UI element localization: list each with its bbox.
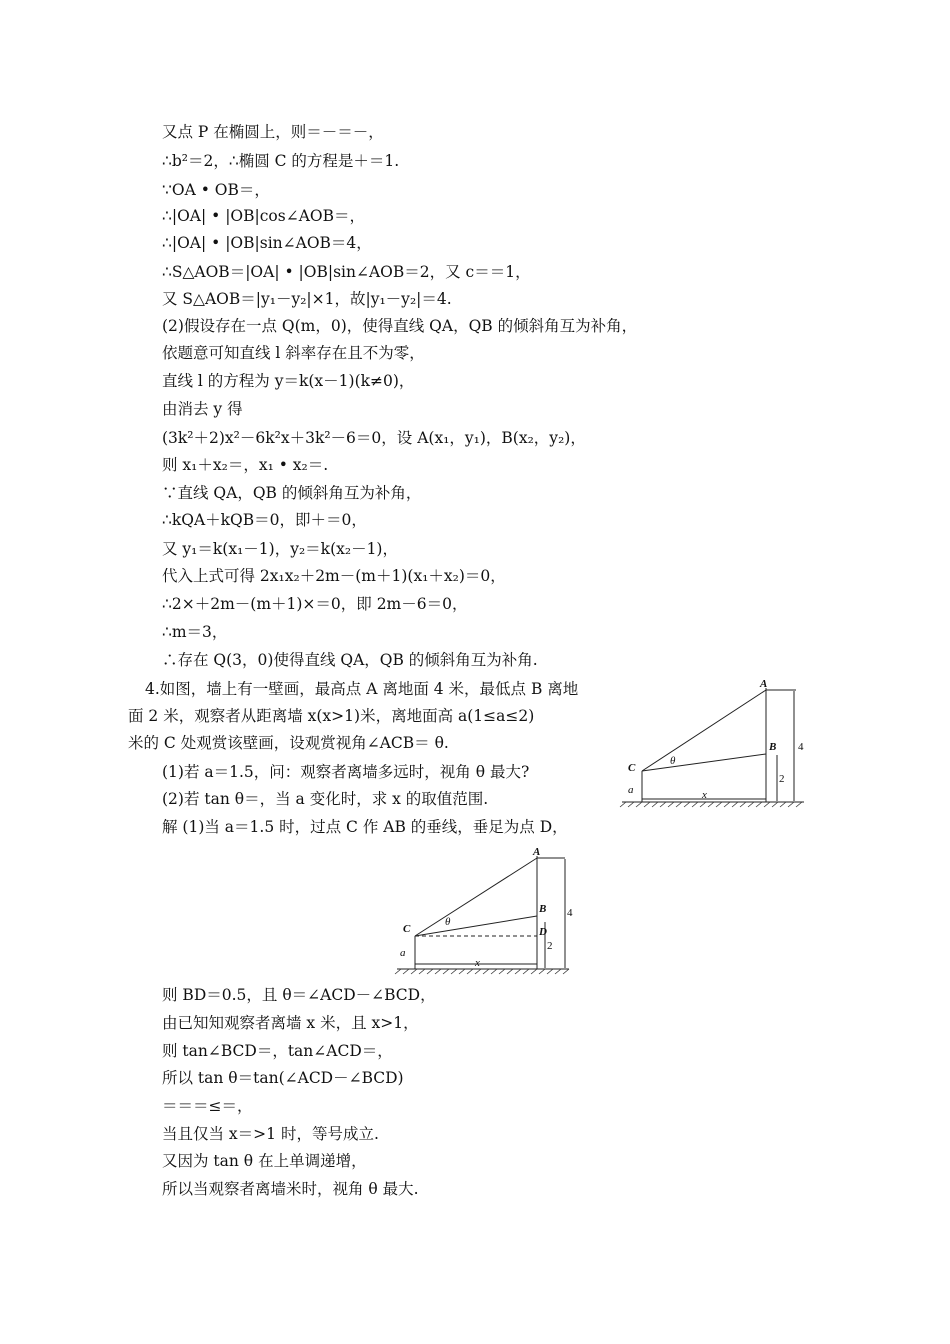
height-2-label: 2 [547,940,553,952]
text-line: ∴kQA＋kQB＝0，即＋＝0， [162,511,367,529]
text-line: 依题意可知直线 l 斜率存在且不为零， [162,344,425,362]
text-line: 由消去 y 得 [162,400,243,418]
problem-line: 面 2 米，观察者从距离墙 x(x>1)米，离地面高 a(1≤a≤2) [128,707,535,725]
point-c-label: C [403,923,411,935]
text-line: 直线 l 的方程为 y＝k(x－1)(k≠0)， [162,372,415,390]
theta-label: θ [670,755,676,767]
height-2-label: 2 [779,773,785,785]
problem-line: 解 (1)当 a＝1.5 时，过点 C 作 AB 的垂线，垂足为点 D， [162,818,568,836]
text-line: ∴|OA| • |OB|cos∠AOB＝， [162,207,365,225]
problem-line: 米的 C 处观赏该壁画，设观赏视角∠ACB＝ θ. [128,734,449,752]
solution-line: 所以 tan θ＝tan(∠ACD－∠BCD) [162,1069,404,1087]
text-line: ∴S△AOB＝|OA| • |OB|sin∠AOB＝2，又 c＝＝1， [162,263,531,281]
solution-line: 又因为 tan θ 在上单调递增， [162,1152,367,1170]
theta-label: θ [445,916,451,928]
solution-line: 则 BD＝0.5，且 θ＝∠ACD－∠BCD， [162,986,436,1004]
problem-line: (2)若 tan θ＝，当 a 变化时，求 x 的取值范围. [162,790,489,808]
text-line: ∴m＝3， [162,623,228,641]
text-line: ∵OA • OB＝， [162,181,270,199]
height-a-label: a [400,947,406,959]
solution-line: 当且仅当 x＝>1 时，等号成立. [162,1125,379,1143]
distance-x-label: x [702,789,707,801]
height-4-label: 4 [798,741,804,753]
text-line: 则 x₁＋x₂＝，x₁ • x₂＝. [162,456,329,474]
wall-painting-figure [618,678,808,808]
point-b-label: B [539,903,547,915]
point-a-label: A [533,846,541,858]
text-line: ∵直线 QA，QB 的倾斜角互为补角， [162,484,422,502]
problem-line: 4.如图，墙上有一壁画，最高点 A 离地面 4 米，最低点 B 离地 [145,680,579,698]
text-line: (3k²＋2)x²－6k²x＋3k²－6＝0，设 A(x₁，y₁)，B(x₂，y₂)， [162,429,586,447]
text-line: ∴存在 Q(3，0)使得直线 QA，QB 的倾斜角互为补角. [162,651,538,669]
text-line: 又 y₁＝k(x₁－1)，y₂＝k(x₂－1)， [162,540,398,558]
distance-x-label: x [475,957,480,969]
point-a-label: A [760,678,768,690]
text-line: 又点 P 在椭圆上，则＝－＝－， [162,123,384,141]
height-4-label: 4 [567,907,573,919]
solution-line: ＝＝＝≤＝， [162,1097,253,1115]
solution-line: 则 tan∠BCD＝，tan∠ACD＝， [162,1042,393,1060]
text-line: ∴|OA| • |OB|sin∠AOB＝4， [162,234,372,252]
text-line: ∴b²＝2，∴椭圆 C 的方程是＋＝1. [162,152,400,170]
wall-painting-figure-with-d [393,846,573,976]
solution-line: 由已知知观察者离墙 x 米，且 x>1， [162,1014,419,1032]
height-a-label: a [628,784,634,796]
text-line: 代入上式可得 2x₁x₂＋2m－(m＋1)(x₁＋x₂)＝0， [162,567,506,585]
text-line: (2)假设存在一点 Q(m，0)，使得直线 QA，QB 的倾斜角互为补角， [162,317,638,335]
problem-line: (1)若 a＝1.5，问：观察者离墙多远时，视角 θ 最大? [162,763,530,781]
solution-line: 所以当观察者离墙米时，视角 θ 最大. [162,1180,419,1198]
text-line: 又 S△AOB＝|y₁－y₂|×1，故|y₁－y₂|＝4. [162,290,452,308]
point-c-label: C [628,762,636,774]
text-line: ∴2×＋2m－(m＋1)×＝0，即 2m－6＝0， [162,595,468,613]
point-b-label: B [769,741,777,753]
point-d-label: D [539,926,547,938]
